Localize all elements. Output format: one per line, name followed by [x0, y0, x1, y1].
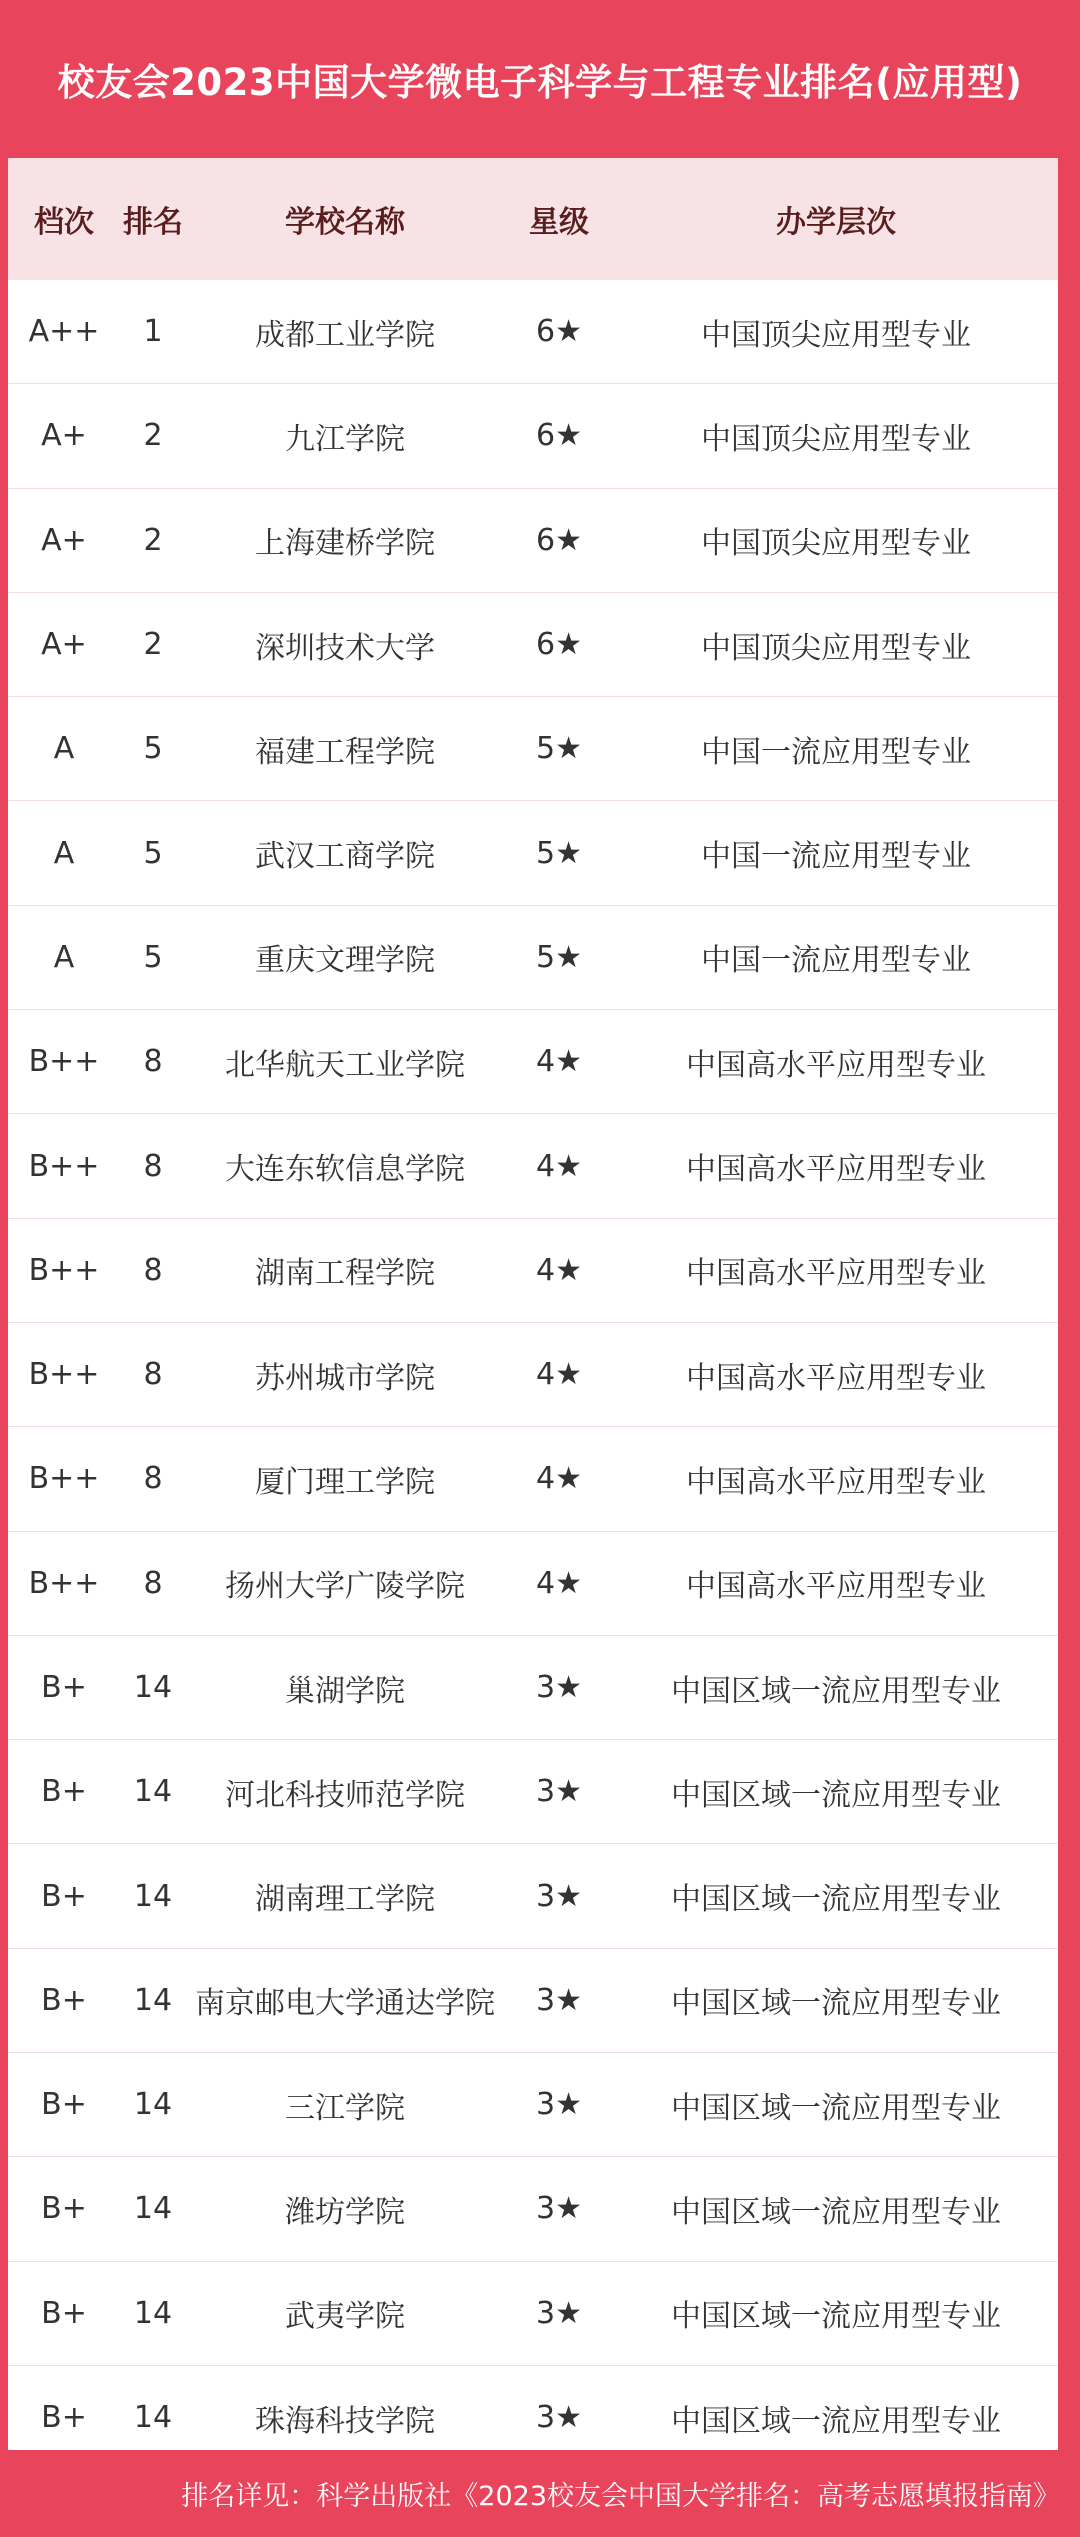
cell-school: 深圳技术大学 [255, 630, 435, 666]
cell-rank: 8 [143, 1461, 163, 1497]
cell-level: 中国高水平应用型专业 [686, 1047, 986, 1083]
cell-tier: B+ [41, 2191, 87, 2227]
cell-stars: 3★ [536, 1670, 582, 1705]
cell-school: 武夷学院 [285, 2299, 405, 2335]
cell-rank: 5 [143, 939, 163, 975]
cell-level: 中国高水平应用型专业 [686, 1569, 986, 1605]
table-row [8, 1114, 1058, 1218]
table-body [8, 280, 1058, 2469]
table-header [8, 158, 1058, 280]
cell-stars: 3★ [536, 1982, 582, 2018]
cell-school: 厦门理工学院 [255, 1464, 435, 1500]
cell-tier: A+ [41, 627, 87, 663]
cell-stars: 3★ [536, 2087, 582, 2123]
cell-school: 巢湖学院 [285, 1673, 405, 1709]
cell-school: 福建工程学院 [255, 734, 435, 770]
table-row [8, 801, 1058, 905]
cell-level: 中国高水平应用型专业 [686, 1256, 986, 1292]
table-row [8, 489, 1058, 593]
cell-stars: 3★ [536, 2400, 582, 2436]
cell-level: 中国区域一流应用型专业 [671, 1673, 1001, 1709]
cell-tier: B+ [41, 1878, 87, 1914]
table-row [8, 1219, 1058, 1323]
cell-school: 成都工业学院 [255, 317, 435, 353]
table-row [8, 2053, 1058, 2157]
cell-school: 河北科技师范学院 [225, 1777, 465, 1813]
cell-level: 中国区域一流应用型专业 [671, 1882, 1001, 1918]
cell-stars: 4★ [536, 1044, 582, 1080]
cell-rank: 14 [133, 2400, 173, 2436]
cell-rank: 8 [143, 1252, 163, 1288]
cell-stars: 5★ [536, 835, 582, 871]
cell-school: 潍坊学院 [285, 2194, 405, 2230]
cell-level: 中国一流应用型专业 [701, 839, 971, 875]
cell-tier: B+ [41, 2087, 87, 2123]
table-row [8, 1740, 1058, 1844]
cell-stars: 6★ [536, 522, 582, 558]
table-row [8, 280, 1058, 384]
cell-rank: 8 [143, 1148, 163, 1184]
cell-school: 上海建桥学院 [255, 526, 435, 562]
cell-tier: A [53, 731, 75, 767]
cell-tier: B+ [41, 2295, 87, 2331]
cell-level: 中国顶尖应用型专业 [701, 421, 971, 457]
cell-level: 中国区域一流应用型专业 [671, 2194, 1001, 2230]
cell-school: 武汉工商学院 [255, 839, 435, 875]
cell-school: 湖南工程学院 [255, 1256, 435, 1292]
table-row [8, 2157, 1058, 2261]
cell-stars: 3★ [536, 1878, 582, 1914]
cell-stars: 4★ [536, 1565, 582, 1601]
cell-level: 中国顶尖应用型专业 [701, 630, 971, 666]
cell-rank: 2 [143, 522, 163, 558]
cell-school: 珠海科技学院 [255, 2403, 435, 2439]
cell-tier: B++ [28, 1565, 100, 1601]
cell-level: 中国一流应用型专业 [701, 943, 971, 979]
cell-stars: 4★ [536, 1357, 582, 1393]
cell-stars: 5★ [536, 731, 582, 767]
cell-rank: 14 [133, 2295, 173, 2331]
cell-level: 中国区域一流应用型专业 [671, 1986, 1001, 2022]
table-row [8, 1010, 1058, 1114]
cell-level: 中国区域一流应用型专业 [671, 2403, 1001, 2439]
cell-rank: 2 [143, 418, 163, 454]
cell-stars: 5★ [536, 939, 582, 975]
ranking-table [8, 158, 1058, 2450]
cell-tier: B++ [28, 1044, 100, 1080]
cell-rank: 5 [143, 731, 163, 767]
cell-stars: 3★ [536, 1774, 582, 1810]
cell-tier: A [53, 939, 75, 975]
cell-tier: B++ [28, 1461, 100, 1497]
cell-level: 中国顶尖应用型专业 [701, 317, 971, 353]
cell-level: 中国高水平应用型专业 [686, 1464, 986, 1500]
cell-level: 中国区域一流应用型专业 [671, 1777, 1001, 1813]
cell-level: 中国区域一流应用型专业 [671, 2090, 1001, 2126]
cell-stars: 4★ [536, 1461, 582, 1497]
cell-rank: 14 [133, 1774, 173, 1810]
cell-level: 中国顶尖应用型专业 [701, 526, 971, 562]
cell-tier: B+ [41, 1670, 87, 1705]
cell-tier: A+ [41, 522, 87, 558]
cell-school: 扬州大学广陵学院 [225, 1569, 465, 1605]
cell-tier: A++ [28, 314, 100, 350]
table-row [8, 1949, 1058, 2053]
cell-rank: 8 [143, 1044, 163, 1080]
cell-rank: 14 [133, 1982, 173, 2018]
cell-school: 湖南理工学院 [255, 1882, 435, 1918]
table-row [8, 906, 1058, 1010]
table-row [8, 1427, 1058, 1531]
table-row [8, 1323, 1058, 1427]
cell-tier: B++ [28, 1357, 100, 1393]
cell-rank: 8 [143, 1565, 163, 1601]
cell-stars: 3★ [536, 2191, 582, 2227]
cell-school: 苏州城市学院 [255, 1360, 435, 1396]
cell-rank: 1 [143, 314, 163, 350]
table-row [8, 1844, 1058, 1948]
cell-school: 南京邮电大学通达学院 [195, 1986, 495, 2022]
header-rank: 排名 [123, 205, 183, 240]
cell-school: 九江学院 [285, 421, 405, 457]
cell-rank: 14 [133, 2087, 173, 2123]
cell-school: 三江学院 [285, 2090, 405, 2126]
header-school: 学校名称 [285, 205, 405, 240]
cell-tier: B+ [41, 1982, 87, 2018]
cell-level: 中国高水平应用型专业 [686, 1152, 986, 1188]
cell-rank: 8 [143, 1357, 163, 1393]
page-title: 校友会2023中国大学微电子科学与工程专业排名(应用型) [57, 61, 1023, 104]
cell-school: 重庆文理学院 [255, 943, 435, 979]
cell-rank: 14 [133, 1878, 173, 1914]
cell-stars: 4★ [536, 1252, 582, 1288]
cell-tier: A+ [41, 418, 87, 454]
table-row [8, 2262, 1058, 2366]
cell-school: 大连东软信息学院 [225, 1152, 465, 1188]
table-row [8, 384, 1058, 488]
cell-stars: 4★ [536, 1148, 582, 1184]
cell-level: 中国一流应用型专业 [701, 734, 971, 770]
table-row [8, 697, 1058, 801]
cell-tier: B+ [41, 2400, 87, 2436]
cell-stars: 6★ [536, 418, 582, 454]
cell-stars: 3★ [536, 2295, 582, 2331]
cell-tier: A [53, 835, 75, 871]
cell-rank: 5 [143, 835, 163, 871]
table-row [8, 1636, 1058, 1740]
table-row [8, 1532, 1058, 1636]
cell-stars: 6★ [536, 627, 582, 663]
cell-tier: B+ [41, 1774, 87, 1810]
cell-tier: B++ [28, 1148, 100, 1184]
cell-rank: 14 [133, 1670, 173, 1705]
cell-stars: 6★ [536, 314, 582, 350]
header-stars: 星级 [529, 205, 589, 240]
header-level: 办学层次 [776, 205, 896, 240]
cell-school: 北华航天工业学院 [225, 1047, 465, 1083]
cell-tier: B++ [28, 1252, 100, 1288]
header-tier: 档次 [34, 205, 94, 240]
source-note: 排名详见：科学出版社《2023校友会中国大学排名：高考志愿填报指南》 [181, 2481, 1060, 2512]
cell-rank: 14 [133, 2191, 173, 2227]
cell-rank: 2 [143, 627, 163, 663]
cell-level: 中国高水平应用型专业 [686, 1360, 986, 1396]
table-row [8, 593, 1058, 697]
cell-level: 中国区域一流应用型专业 [671, 2299, 1001, 2335]
